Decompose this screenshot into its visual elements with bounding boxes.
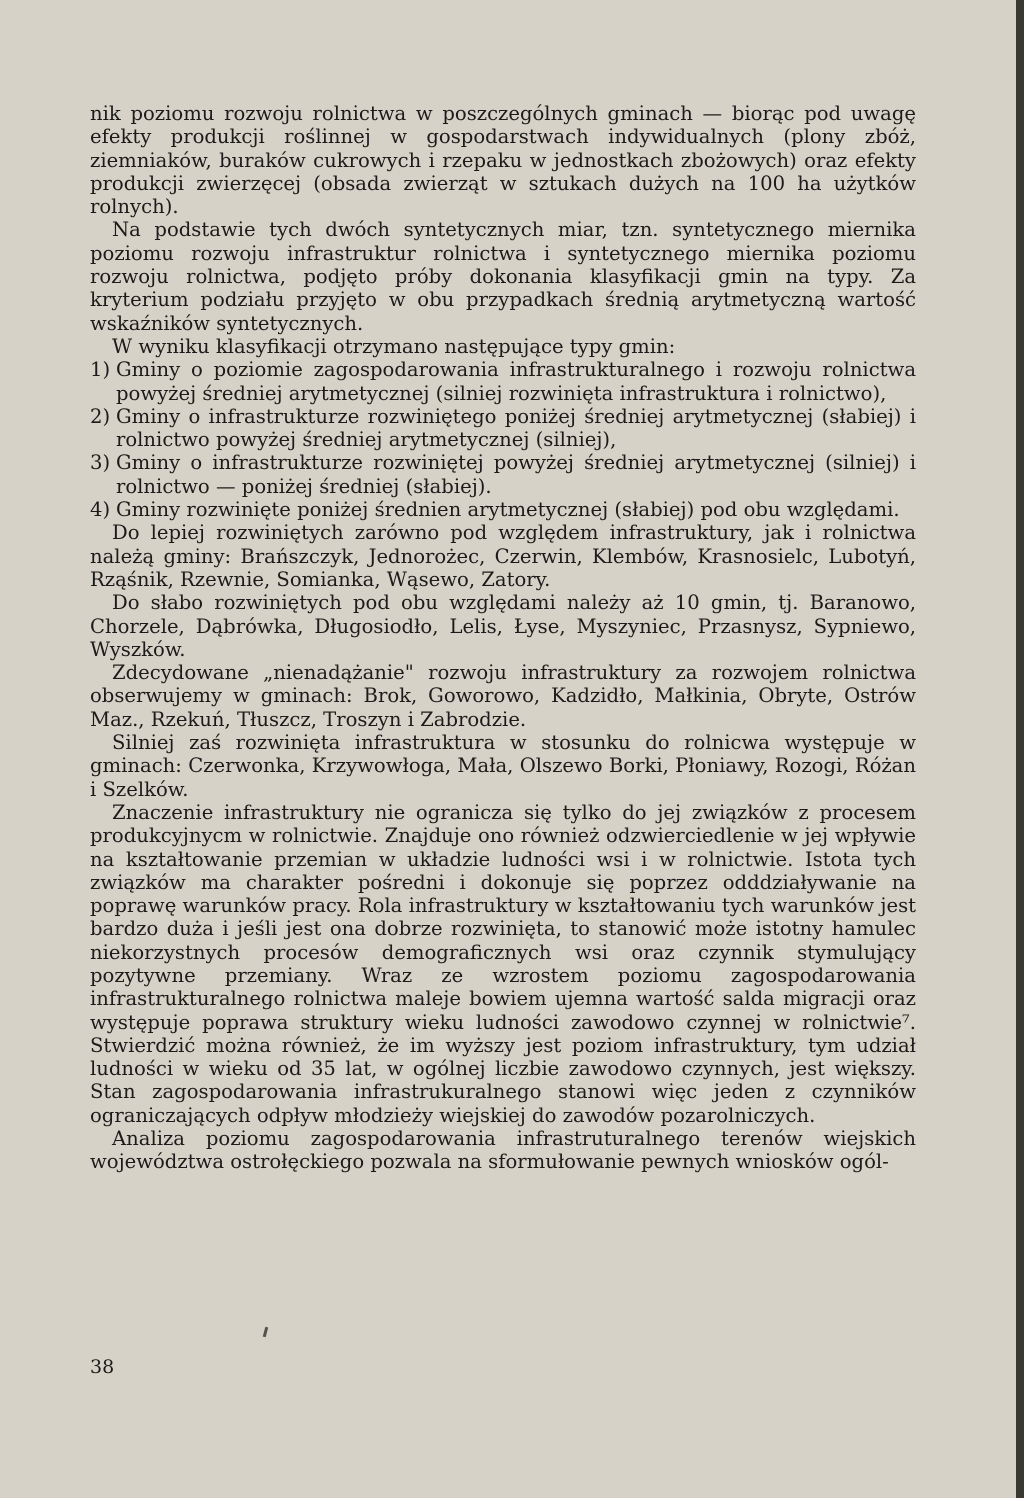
list-number: 1) bbox=[90, 358, 111, 382]
page-number: 38 bbox=[90, 1356, 115, 1378]
list-text: Gminy o poziomie zagospodarowania infrastrukturalnego i rozwoju rolnictwa powyżej średniej arytmetycznej (silniej rozwinięta infrastruktura i rolnictwo), bbox=[116, 358, 916, 405]
paragraph-1: nik poziomu rozwoju rolnictwa w poszczególnych gminach — biorąc pod uwagę efekty produkcji roślinnej w gospodarstwach indywidualnych (plony zbóż, ziemniaków, buraków cukrowych i rzepaku w jednostkach zbożowych) oraz efekty produkcji zwierzęcej (obsada zwierząt w sztukach dużych na 100 ha użytków rolnych). bbox=[90, 102, 916, 219]
paragraph-6: Zdecydowane „nienadążanie" rozwoju infrastruktury za rozwojem rolnictwa obserwujemy w gminach: Brok, Goworowo, Kadzidło, Małkinia, Obryte, Ostrów Maz., Rzekuń, Tłuszcz, Troszyn i Zabrodzie. bbox=[90, 661, 916, 731]
list-text: Gminy o infrastrukturze rozwiniętej powyżej średniej arytmetycznej (silniej) i rolnictwo — poniżej średniej (słabiej). bbox=[116, 451, 916, 498]
paragraph-3: W wyniku klasyfikacji otrzymano następujące typy gmin: bbox=[112, 334, 676, 358]
list-number: 4) bbox=[90, 498, 111, 522]
list-item-1 bbox=[90, 358, 916, 405]
body-text bbox=[90, 102, 916, 1174]
page-edge-shadow bbox=[1016, 0, 1024, 1498]
list-number: 3) bbox=[90, 451, 111, 475]
list-number: 2) bbox=[90, 404, 111, 428]
list-item-3 bbox=[90, 451, 916, 498]
paragraph-2: Na podstawie tych dwóch syntetycznych miar, tzn. syntetycznego miernika poziomu rozwoju infrastruktur rolnictwa i syntetycznego miernika poziomu rozwoju rolnictwa, podjęto próby dokonania klasyfikacji gmin na typy. Za kryterium podziału przyjęto w obu przypadkach średnią arytmetyczną wartość wskaźników syntetycznych. bbox=[90, 218, 916, 335]
list-text: Gminy o infrastrukturze rozwiniętego poniżej średniej arytmetycznej (słabiej) i rolnictwo powyżej średniej arytmetycznej (silniej), bbox=[116, 404, 916, 452]
paragraph-9: Analiza poziomu zagospodarowania infrastruturalnego terenów wiejskich województwa ostrołęckiego pozwala na sformułowanie pewnych wniosków ogól- bbox=[90, 1127, 916, 1174]
list-text: Gminy rozwinięte poniżej średnien arytmetycznej (słabiej) pod obu względami. bbox=[116, 498, 900, 522]
paragraph-4: Do lepiej rozwiniętych zarówno pod względem infrastruktury, jak i rolnictwa należą gminy: Brańszczyk, Jednorożec, Czerwin, Klembów, Krasnosielc, Lubotyń, Rząśnik, Rzewnie, Somianka, Wąsewo, Zatory. bbox=[90, 521, 916, 591]
ink-speck bbox=[263, 1327, 268, 1337]
list-item-2 bbox=[90, 405, 916, 452]
list-item-4 bbox=[90, 498, 916, 521]
paragraph-8: Znaczenie infrastruktury nie ogranicza się tylko do jej związków z procesem produkcyjnycm w rolnictwie. Znajduje ono również odzwierciedlenie w jej wpływie na kształtowanie przemian w układzie ludności wsi i w rolnictwie. Istota tych związków ma charakter pośredni i dokonuje się poprzez odddziaływanie na poprawę warunków pracy. Rola infrastruktury w kształtowaniu tych warunków jest bardzo duża i jeśli jest ona dobrze rozwinięta, to stanowić może istotny hamulec niekorzystnych procesów demograficznych wsi oraz czynnik stymulujący pozytywne przemiany. Wraz ze wzrostem poziomu zagospodarowania infrastrukturalnego rolnictwa maleje bowiem ujemna wartość salda migracji oraz występuje poprawa struktury wieku ludności zawodowo czynnej w rolnictwie⁷. Stwierdzić można również, że im wyższy jest poziom infrastruktury, tym udział ludności w wieku od 35 lat, w ogólnej liczbie zawodowo czynnych, jest większy. Stan zagospodarowania infrastrukuralnego stanowi więc jeden z czynników ograniczających odpływ młodzieży wiejskiej do zawodów pozarolniczych. bbox=[90, 800, 916, 1127]
paragraph-5: Do słabo rozwiniętych pod obu względami należy aż 10 gmin, tj. Baranowo, Chorzele, Dąbrówka, Długosiodło, Lelis, Łyse, Myszyniec, Przasnysz, Sypniewo, Wyszków. bbox=[90, 591, 916, 661]
paragraph-7: Silniej zaś rozwinięta infrastruktura w stosunku do rolnicwa występuje w gminach: Czerwonka, Krzywowłoga, Mała, Olszewo Borki, Płoniawy, Rozogi, Różan i Szelków. bbox=[90, 731, 916, 801]
